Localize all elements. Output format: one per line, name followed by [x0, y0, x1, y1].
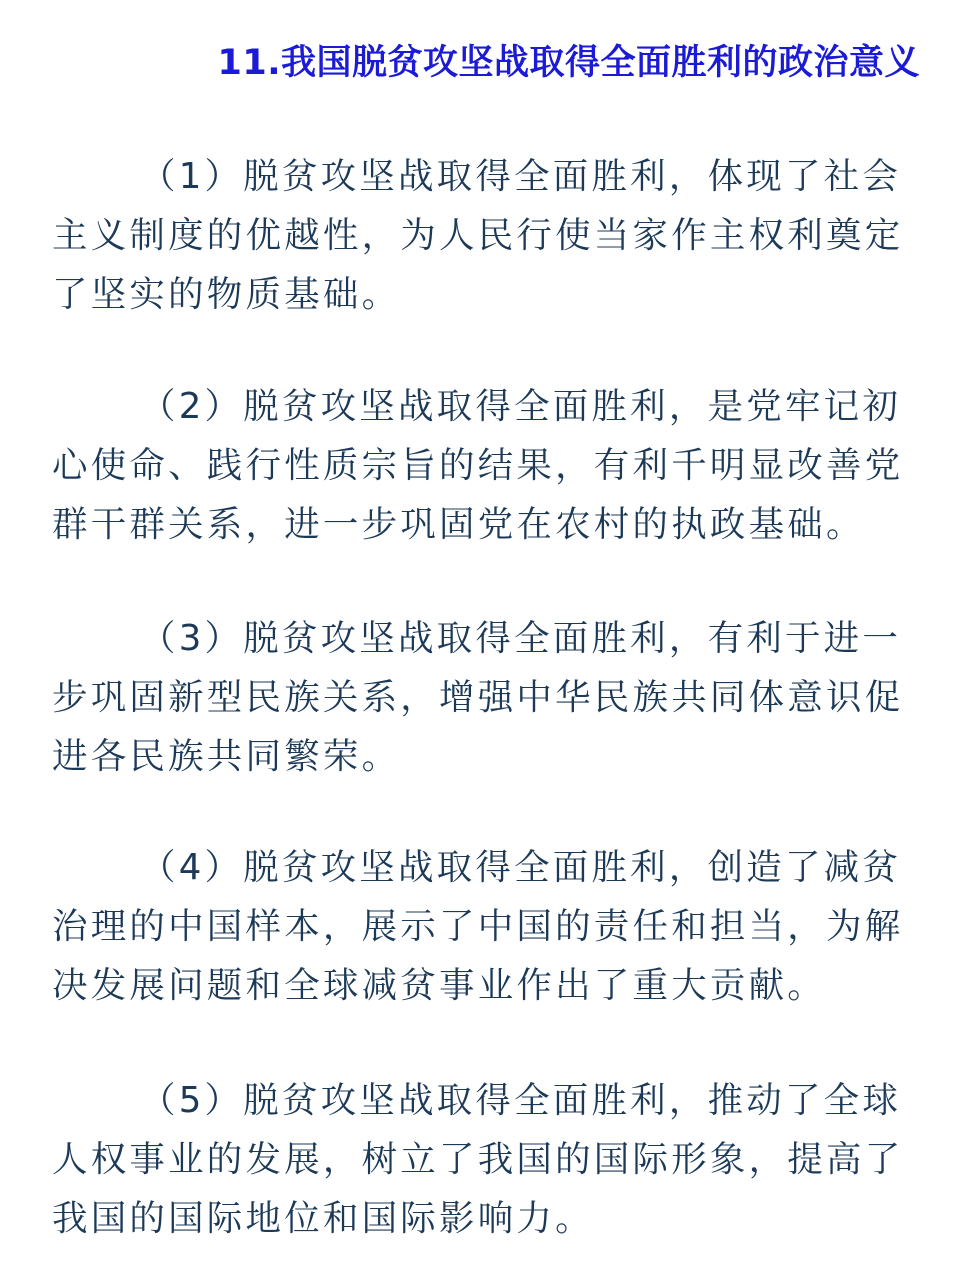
page-title: 11.我国脱贫攻坚战取得全面胜利的政治意义 — [217, 43, 920, 83]
paragraph-3: （3）脱贫攻坚战取得全面胜利，有利于进一步巩固新型民族关系，增强中华民族共同体意识促进各民族共同繁荣。 — [52, 618, 904, 777]
paragraph-2: （2）脱贫攻坚战取得全面胜利，是党牢记初心使命、践行性质宗旨的结果，有利千明显改善党群干群关系，进一步巩固党在农村的执政基础。 — [52, 386, 904, 545]
paragraph-1: （1）脱贫攻坚战取得全面胜利，体现了社会主义制度的优越性，为人民行使当家作主权利奠定了坚实的物质基础。 — [52, 156, 904, 315]
paragraph-4: （4）脱贫攻坚战取得全面胜利，创造了减贫治理的中国样本，展示了中国的责任和担当，为解决发展问题和全球减贫事业作出了重大贡献。 — [52, 847, 904, 1006]
paragraph-5: （5）脱贫攻坚战取得全面胜利，推动了全球人权事业的发展，树立了我国的国际形象，提高了我国的国际地位和国际影响力。 — [52, 1080, 904, 1239]
